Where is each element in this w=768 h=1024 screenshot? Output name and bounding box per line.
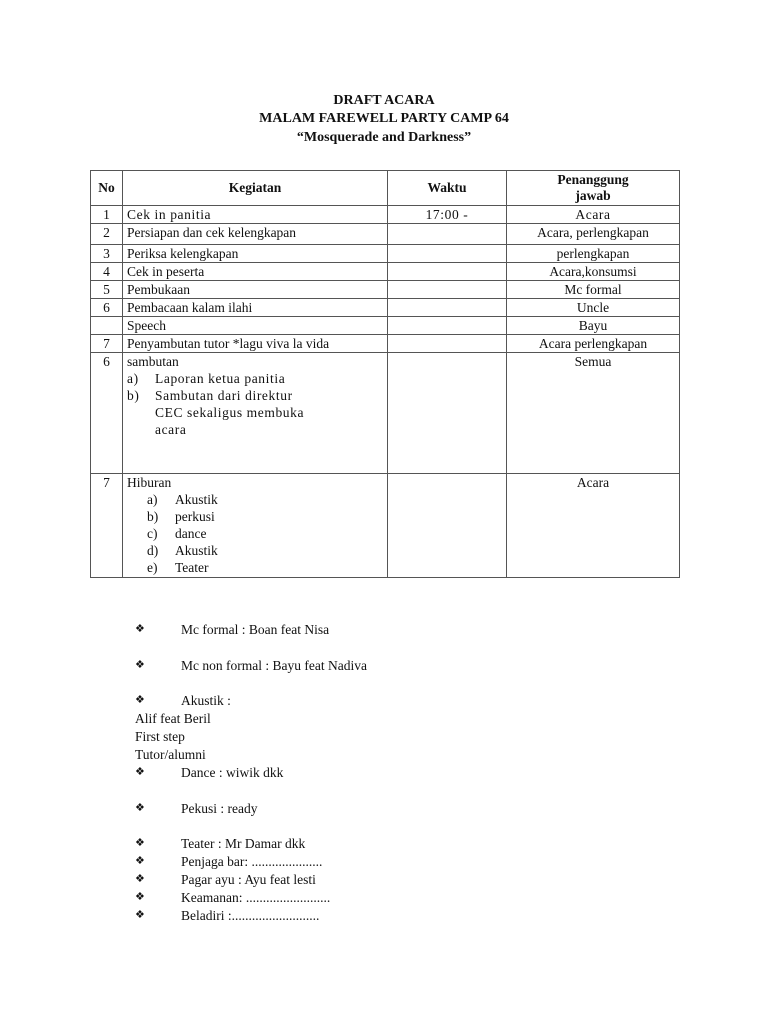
doc-theme: “Mosquerade and Darkness”: [296, 130, 472, 145]
table-row-sambutan: 6 sambutan a) Laporan ketua panitia b) Sambutan dari direktur CEC sekaligus membuka acara Semua: [91, 353, 680, 474]
list-item: b) Sambutan dari direktur CEC sekaligus membuka acara: [127, 388, 305, 437]
diamond-bullet-icon: ❖: [135, 837, 145, 849]
table-row: Speech Bayu: [91, 317, 680, 335]
table-row-hiburan: 7 Hiburan a) Akustik b) perkusi c) dance d) Akustik e) Teater Acara: [91, 474, 680, 578]
diamond-bullet-icon: ❖: [135, 855, 145, 867]
list-item: a) Akustik: [147, 492, 218, 507]
sambutan-title: sambutan: [127, 354, 179, 369]
list-item: a) Laporan ketua panitia: [127, 371, 286, 386]
list-item: b) perkusi: [147, 509, 215, 524]
doc-title: DRAFT ACARA: [333, 93, 435, 108]
diamond-bullet-icon: ❖: [135, 659, 145, 671]
table-row: 2 Persiapan dan cek kelengkapan Acara, perlengkapan: [91, 224, 680, 245]
table-row: 5 Pembukaan Mc formal: [91, 281, 680, 299]
diamond-bullet-icon: ❖: [135, 802, 145, 814]
table-header-row: [91, 171, 680, 206]
table-row: 3 Periksa kelengkapan perlengkapan: [91, 245, 680, 263]
note-akustik-1: Alif feat Beril: [135, 711, 211, 726]
header-waktu: Waktu: [388, 171, 507, 206]
header-kegiatan: Kegiatan: [123, 171, 388, 206]
diamond-bullet-icon: ❖: [135, 909, 145, 921]
list-item: e) Teater: [147, 560, 209, 575]
schedule-table: [90, 170, 680, 578]
diamond-bullet-icon: ❖: [135, 694, 145, 706]
list-item: c) dance: [147, 526, 207, 541]
hiburan-title: Hiburan: [127, 475, 172, 490]
table-row: 4 Cek in peserta Acara,konsumsi: [91, 263, 680, 281]
table-row: 6 Pembacaan kalam ilahi Uncle: [91, 299, 680, 317]
sambutan-list: [127, 370, 383, 438]
note-akustik-3: Tutor/alumni: [135, 747, 206, 762]
doc-subtitle: MALAM FAREWELL PARTY CAMP 64: [259, 111, 509, 126]
table-row: 1 Cek in panitia 17:00 - Acara: [91, 206, 680, 224]
diamond-bullet-icon: ❖: [135, 623, 145, 635]
diamond-bullet-icon: ❖: [135, 873, 145, 885]
table-row: 7 Penyambutan tutor *lagu viva la vida Acara perlengkapan: [91, 335, 680, 353]
hiburan-list: [127, 491, 383, 576]
note-akustik-2: First step: [135, 729, 185, 744]
diamond-bullet-icon: ❖: [135, 766, 145, 778]
header-no: No: [91, 171, 123, 206]
list-item: d) Akustik: [147, 543, 218, 558]
header-pj: Penanggung jawab: [507, 171, 680, 206]
diamond-bullet-icon: ❖: [135, 891, 145, 903]
